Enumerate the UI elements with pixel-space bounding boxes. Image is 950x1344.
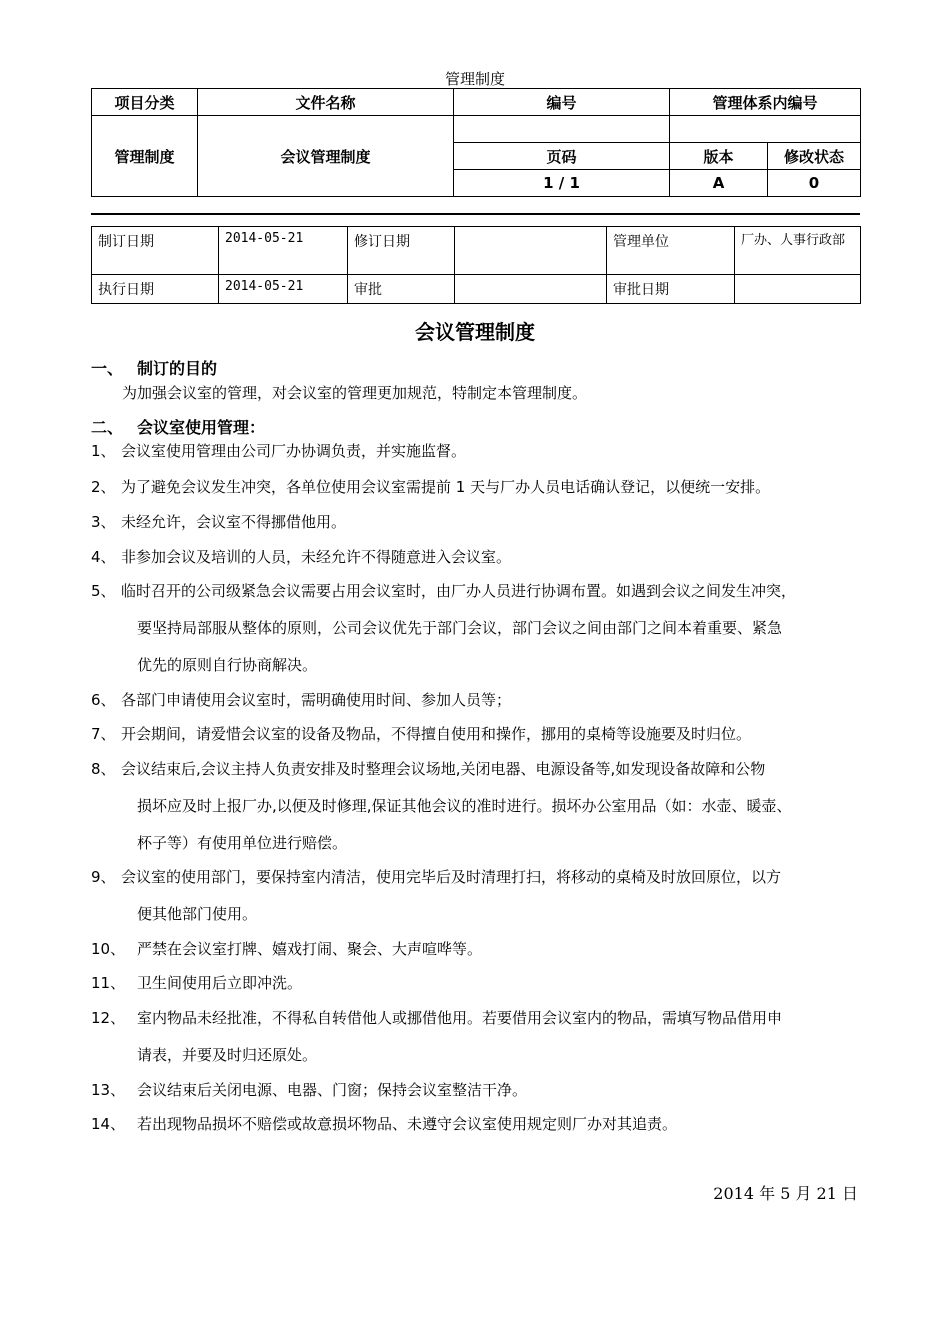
rule-number: 9、 <box>91 868 116 886</box>
document-info-table <box>91 88 861 197</box>
rule-text-continued: 便其他部门使用。 <box>137 905 258 923</box>
rule-number: 10、 <box>91 940 126 958</box>
divider-rule <box>91 213 860 215</box>
rule-text: 为了避免会议发生冲突，各单位使用会议室需提前 1 天与厂办人员电话确认登记，以便统一安排。 <box>121 478 771 496</box>
sys-number-value <box>670 116 861 143</box>
exec-date-label: 执行日期 <box>92 275 219 304</box>
page-header: 管理制度 <box>444 70 505 88</box>
category-value: 管理制度 <box>92 116 198 197</box>
rule-text-continued: 杯子等）有使用单位进行赔偿。 <box>137 834 348 852</box>
section2-number: 二、 <box>91 418 124 437</box>
rule-text: 会议室的使用部门，要保持室内清洁，使用完毕后及时清理打扫，将移动的桌椅及时放回原位，以方 <box>121 868 782 886</box>
approve-date-value <box>735 275 861 304</box>
exec-date-value: 2014-05-21 <box>219 275 348 304</box>
document-date: 2014 年 5 月 21 日 <box>713 1184 858 1203</box>
rule-text-continued: 要坚持局部服从整体的原则，公司会议优先于部门会议，部门会议之间由部门之间本着重要、紧急 <box>137 619 783 637</box>
filename-value: 会议管理制度 <box>198 116 454 197</box>
revise-date-label: 修订日期 <box>348 227 455 275</box>
number-value <box>454 116 670 143</box>
rule-number: 8、 <box>91 760 116 778</box>
rule-number: 4、 <box>91 548 116 566</box>
rule-text: 未经允许，会议室不得挪借他用。 <box>121 513 347 531</box>
rule-text: 非参加会议及培训的人员，未经允许不得随意进入会议室。 <box>121 548 512 566</box>
section1-number: 一、 <box>91 359 124 378</box>
rule-text: 会议结束后关闭电源、电器、门窗；保持会议室整洁干净。 <box>137 1081 528 1099</box>
section2-title: 会议室使用管理： <box>137 418 266 437</box>
approve-date-label: 审批日期 <box>607 275 735 304</box>
rule-number: 13、 <box>91 1081 126 1099</box>
rule-number: 1、 <box>91 442 116 460</box>
rule-text: 严禁在会议室打牌、嬉戏打闹、聚会、大声喧哗等。 <box>137 940 483 958</box>
page-label: 页码 <box>454 143 670 170</box>
rule-text: 会议结束后,会议主持人负责安排及时整理会议场地,关闭电器、电源设备等,如发现设备故障和公物 <box>121 760 766 778</box>
rule-number: 12、 <box>91 1009 126 1027</box>
col-sys-number: 管理体系内编号 <box>670 89 861 116</box>
rule-text: 若出现物品损坏不赔偿或故意损坏物品、未遵守会议室使用规定则厂办对其追责。 <box>137 1115 678 1133</box>
rule-number: 11、 <box>91 974 126 992</box>
section1-title: 制订的目的 <box>137 359 218 378</box>
document-title: 会议管理制度 <box>415 320 535 344</box>
mgmt-unit-value: 厂办、人事行政部 <box>735 227 861 275</box>
revise-date-value <box>455 227 607 275</box>
approve-label: 审批 <box>348 275 455 304</box>
col-number: 编号 <box>454 89 670 116</box>
made-date-value: 2014-05-21 <box>219 227 348 275</box>
date-table <box>91 226 861 304</box>
section1-text: 为加强会议室的管理，对会议室的管理更加规范，特制定本管理制度。 <box>122 384 588 402</box>
made-date-label: 制订日期 <box>92 227 219 275</box>
rule-number: 6、 <box>91 691 116 709</box>
rule-text: 会议室使用管理由公司厂办协调负责，并实施监督。 <box>121 442 467 460</box>
rule-number: 5、 <box>91 582 116 600</box>
rule-number: 3、 <box>91 513 116 531</box>
approve-value <box>455 275 607 304</box>
mgmt-unit-label: 管理单位 <box>607 227 735 275</box>
rule-text-continued: 优先的原则自行协商解决。 <box>137 656 318 674</box>
rule-number: 7、 <box>91 725 116 743</box>
col-filename: 文件名称 <box>198 89 454 116</box>
rule-number: 14、 <box>91 1115 126 1133</box>
revision-value: 0 <box>768 170 861 197</box>
rule-text: 室内物品未经批准，不得私自转借他人或挪借他用。若要借用会议室内的物品，需填写物品借用申 <box>137 1009 783 1027</box>
rule-text: 开会期间，请爱惜会议室的设备及物品，不得擅自使用和操作，挪用的桌椅等设施要及时归位。 <box>121 725 752 743</box>
version-value: A <box>670 170 768 197</box>
rule-text: 卫生间使用后立即冲洗。 <box>137 974 303 992</box>
rule-text: 各部门申请使用会议室时，需明确使用时间、参加人员等； <box>121 691 512 709</box>
rule-text-continued: 损坏应及时上报厂办,以便及时修理,保证其他会议的准时进行。损坏办公室用品（如：水壶、暖壶、 <box>137 797 792 815</box>
rule-number: 2、 <box>91 478 116 496</box>
page-value: 1 / 1 <box>454 170 670 197</box>
col-category: 项目分类 <box>92 89 198 116</box>
rule-text-continued: 请表，并要及时归还原处。 <box>137 1046 318 1064</box>
revision-label: 修改状态 <box>768 143 861 170</box>
version-label: 版本 <box>670 143 768 170</box>
rule-text: 临时召开的公司级紧急会议需要占用会议室时，由厂办人员进行协调布置。如遇到会议之间发生冲突， <box>121 582 797 600</box>
